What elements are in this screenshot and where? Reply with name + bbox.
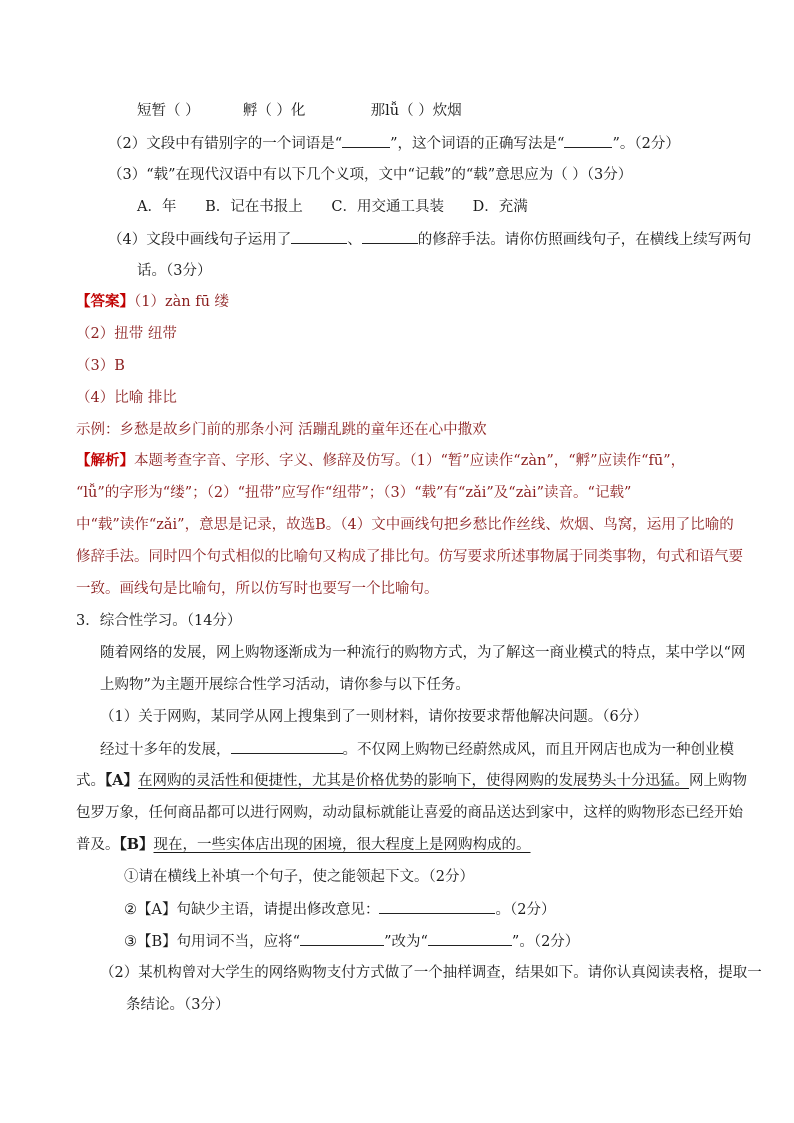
answer-line-4: （4）比喻 排比: [76, 390, 177, 406]
pinyin-item-2: 孵（ ）化: [242, 103, 306, 119]
option-a: A．年: [137, 199, 177, 215]
passage-line-3: 包罗万象，任何商品都可以进行网购，动动鼠标就能让喜爱的商品送达到家中，这样的购物形态已经开始: [76, 805, 743, 821]
option-c: C．用交通工具装: [331, 199, 444, 215]
marker-a: 【A】: [105, 772, 139, 789]
underlined-sentence-a: 在网购的灵活性和便捷性，尤其是价格优势的影响下，使得网购的发展势头十分迅猛。: [138, 773, 690, 789]
question-3-sub-1: （1）关于网购，某同学从网上搜集到了一则材料，请你按要求帮他解决问题。（6分）: [100, 709, 648, 725]
answer-blank[interactable]: [291, 229, 347, 244]
option-d: D．充满: [472, 199, 528, 215]
answer-blank[interactable]: [362, 229, 418, 244]
passage-line-2: 式。【A】在网购的灵活性和便捷性，尤其是价格优势的影响下，使得网购的发展势头十分迅猛。网上购物: [76, 772, 748, 789]
question-3-sub-2: （2）某机构曾对大学生的网络购物支付方式做了一个抽样调查，结果如下。请你认真阅读表格，提取一: [100, 965, 762, 981]
subquestion-4: （4）文段中画线句子运用了 、 的修辞手法。请你仿照画线句子，在横线上续写两句: [108, 229, 751, 250]
pinyin-row: [137, 101, 462, 121]
options-row: [137, 197, 528, 217]
question-3-intro-1: 随着网络的发展，网上购物逐渐成为一种流行的购物方式，为了解这一商业模式的特点，某中学以“网: [100, 645, 746, 661]
answer-blank[interactable]: [564, 133, 612, 148]
answer-blank[interactable]: [342, 133, 390, 148]
answer-tag: 【答案】: [76, 293, 134, 310]
pinyin-item-1: 短暂（ ）: [137, 103, 200, 119]
question-3-sub-2-cont: 条结论。（3分）: [126, 997, 230, 1013]
answer-blank[interactable]: [428, 931, 512, 946]
task-2: ②【A】句缺少主语，请提出修改意见： 。（2分）: [124, 899, 555, 920]
analysis-tag: 【解析】: [76, 452, 134, 469]
analysis-line-4: 修辞手法。同时四个句式相似的比喻句又构成了排比句。仿写要求所述事物属于同类事物，句式和语气要: [76, 549, 743, 565]
analysis-line-2: “lǚ”的字形为“缕”；（2）“扭带”应写作“纽带”；（3）“载”有“zǎi”及“zài”读音。“记载”: [76, 485, 632, 501]
marker-b: 【B】: [119, 836, 154, 853]
answer-example: 示例：乡愁是故乡门前的那条小河 活蹦乱跳的童年还在心中撒欢: [76, 422, 487, 438]
answer-blank[interactable]: [300, 931, 384, 946]
analysis-line-5: 一致。画线句是比喻句，所以仿写时也要写一个比喻句。: [76, 581, 439, 597]
task-3: ③【B】句用词不当，应将“ ”改为“ ”。（2分）: [124, 931, 579, 952]
subquestion-3: （3）“载”在现代汉语中有以下几个义项，文中“记载”的“载”意思应为（ ）（3分）: [108, 167, 633, 183]
answer-blank[interactable]: [231, 739, 343, 754]
option-b: B．记在书报上: [205, 199, 303, 215]
task-1: ①请在横线上补填一个句子，使之能领起下文。（2分）: [124, 869, 474, 885]
analysis-line-3: 中“载”读作“zǎi”，意思是记录，故选B。（4）文中画线句把乡愁比作丝线、炊烟、鸟窝，运用了比喻的: [76, 517, 734, 533]
underlined-sentence-b: 现在，一些实体店出现的困境，很大程度上是网购构成的。: [153, 837, 531, 853]
passage-line-4: 普及。【B】现在，一些实体店出现的困境，很大程度上是网购构成的。: [76, 836, 531, 853]
pinyin-item-3: 那lǚ（ ）炊烟: [370, 103, 462, 119]
analysis-line-1: 【解析】本题考查字音、字形、字义、修辞及仿写。（1）“暂”应读作“zàn”，“孵”应读作“fū”，: [76, 452, 686, 469]
subquestion-2: （2）文段中有错别字的一个词语是“ ”，这个词语的正确写法是“ ”。（2分）: [108, 133, 680, 154]
subquestion-4-cont: 话。（3分）: [137, 263, 212, 279]
question-3-title: 3．综合性学习。（14分）: [76, 613, 242, 629]
answer-line-2: （2）扭带 纽带: [76, 326, 177, 342]
question-3-intro-2: 上购物”为主题开展综合性学习活动，请你参与以下任务。: [100, 677, 470, 693]
passage-line-1: 经过十多年的发展， 。不仅网上购物已经蔚然成风，而且开网店也成为一种创业模: [100, 739, 734, 760]
answer-line-3: （3）B: [76, 358, 125, 374]
answer-line-1: 【答案】（1）zàn fū 缕: [76, 293, 230, 310]
answer-blank[interactable]: [379, 899, 495, 914]
